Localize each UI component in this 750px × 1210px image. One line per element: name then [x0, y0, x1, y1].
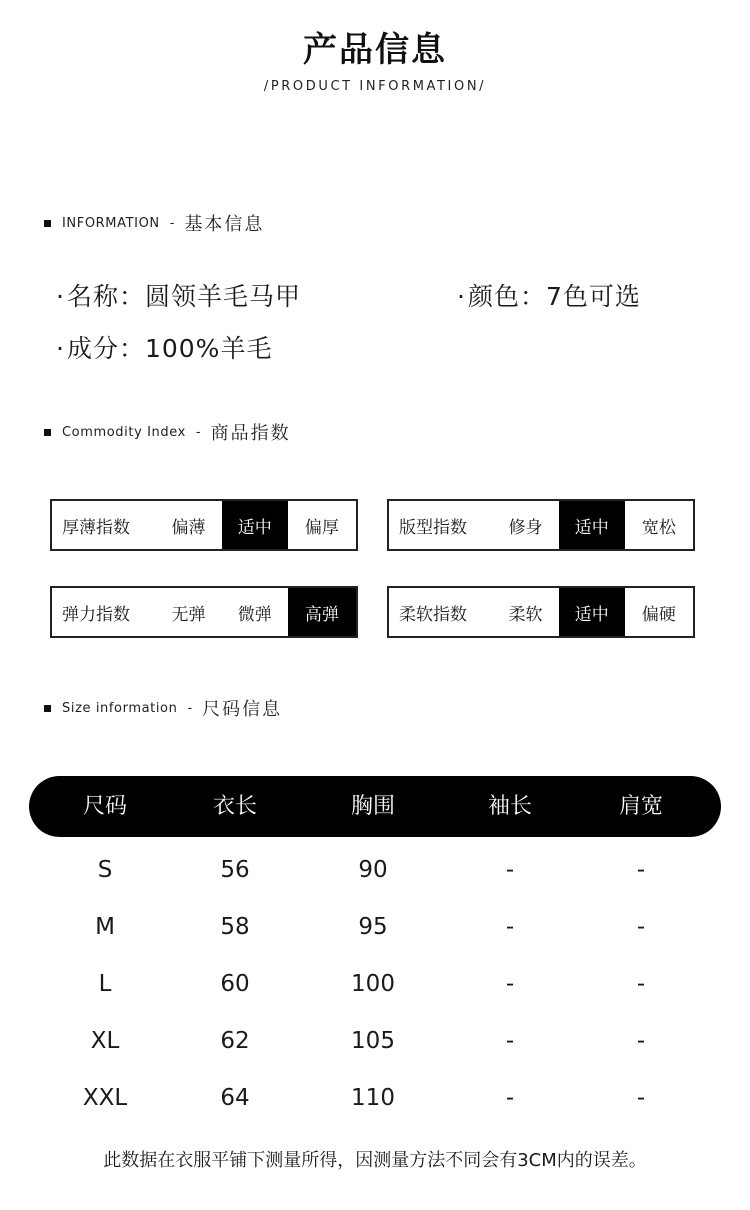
table-cell-chest: 90: [358, 857, 388, 883]
table-cell-size: XL: [90, 1028, 120, 1054]
section-en-label: Commodity Index: [62, 424, 186, 440]
square-bullet-icon: [44, 429, 51, 436]
page-title: 产品信息: [303, 30, 447, 70]
table-cell-length: 62: [220, 1028, 250, 1054]
index-option: 宽松: [641, 517, 676, 538]
table-cell-length: 60: [220, 971, 250, 997]
index-label: 柔软指数: [399, 604, 467, 625]
table-cell-size: S: [97, 857, 113, 883]
index-option-selected: 适中: [559, 501, 625, 549]
column-header-sleeve: 袖长: [487, 794, 533, 819]
dot-bullet: ·: [56, 282, 65, 311]
index-option: 微弹: [237, 604, 272, 625]
table-cell-length: 58: [220, 914, 250, 940]
index-option-selected: 适中: [559, 588, 625, 636]
column-header-chest: 胸围: [350, 794, 396, 819]
index-label: 弹力指数: [62, 604, 130, 625]
section-en-label: INFORMATION: [62, 215, 160, 231]
table-cell-shoulder: -: [636, 914, 646, 940]
table-cell-chest: 110: [351, 1085, 395, 1111]
table-cell-shoulder: -: [636, 857, 646, 883]
info-name-label: 名称：: [66, 282, 145, 311]
section-en-label: Size information: [62, 700, 178, 716]
index-option-selected: 高弹: [288, 588, 356, 636]
section-heading-information: [44, 211, 264, 235]
index-label: 版型指数: [399, 517, 467, 538]
index-box-thickness: [50, 499, 358, 551]
info-name: [56, 277, 301, 313]
table-cell-shoulder: -: [636, 1085, 646, 1111]
index-option: 柔软: [508, 604, 543, 625]
table-cell-length: 64: [220, 1085, 250, 1111]
table-cell-chest: 100: [351, 971, 395, 997]
table-cell-shoulder: -: [636, 1028, 646, 1054]
index-option: 偏厚: [304, 517, 339, 538]
dot-bullet: ·: [457, 282, 466, 311]
index-option: 无弹: [171, 604, 206, 625]
table-cell-size: L: [98, 971, 112, 997]
section-zh-label: 商品指数: [210, 423, 291, 444]
table-cell-sleeve: -: [505, 971, 515, 997]
info-composition: [56, 329, 272, 365]
index-label: 厚薄指数: [62, 517, 130, 538]
section-zh-label: 基本信息: [184, 214, 265, 235]
info-color-value: 7色可选: [545, 282, 641, 311]
table-cell-size: XXL: [82, 1085, 128, 1111]
index-box-softness: [387, 586, 695, 638]
table-cell-sleeve: -: [505, 1028, 515, 1054]
column-header-shoulder: 肩宽: [618, 794, 664, 819]
table-cell-length: 56: [220, 857, 250, 883]
section-heading-size: [44, 696, 282, 720]
section-zh-label: 尺码信息: [202, 699, 283, 720]
info-color-label: 颜色：: [467, 282, 546, 311]
index-box-fit: [387, 499, 695, 551]
table-cell-sleeve: -: [505, 914, 515, 940]
size-table-header: [29, 776, 721, 837]
table-cell-sleeve: -: [505, 857, 515, 883]
section-dash: -: [187, 700, 193, 716]
square-bullet-icon: [44, 705, 51, 712]
page-subtitle: /PRODUCT INFORMATION/: [263, 79, 487, 94]
column-header-size: 尺码: [82, 794, 128, 819]
table-cell-shoulder: -: [636, 971, 646, 997]
table-cell-chest: 105: [351, 1028, 395, 1054]
section-dash: -: [195, 424, 201, 440]
index-box-elasticity: [50, 586, 358, 638]
measurement-note: 此数据在衣服平铺下测量所得，因测量方法不同会有3CM内的误差。: [103, 1150, 647, 1171]
section-heading-commodity: [44, 420, 291, 444]
square-bullet-icon: [44, 220, 51, 227]
table-cell-size: M: [95, 914, 115, 940]
index-option: 修身: [508, 517, 543, 538]
info-color: [457, 277, 641, 313]
section-dash: -: [169, 215, 175, 231]
table-cell-sleeve: -: [505, 1085, 515, 1111]
index-option-selected: 适中: [222, 501, 288, 549]
index-option: 偏硬: [641, 604, 676, 625]
table-cell-chest: 95: [358, 914, 388, 940]
info-composition-label: 成分：: [66, 334, 145, 363]
info-name-value: 圆领羊毛马甲: [144, 282, 301, 311]
index-option: 偏薄: [171, 517, 206, 538]
info-composition-value: 100%羊毛: [144, 334, 273, 363]
column-header-length: 衣长: [212, 794, 258, 819]
dot-bullet: ·: [56, 334, 65, 363]
